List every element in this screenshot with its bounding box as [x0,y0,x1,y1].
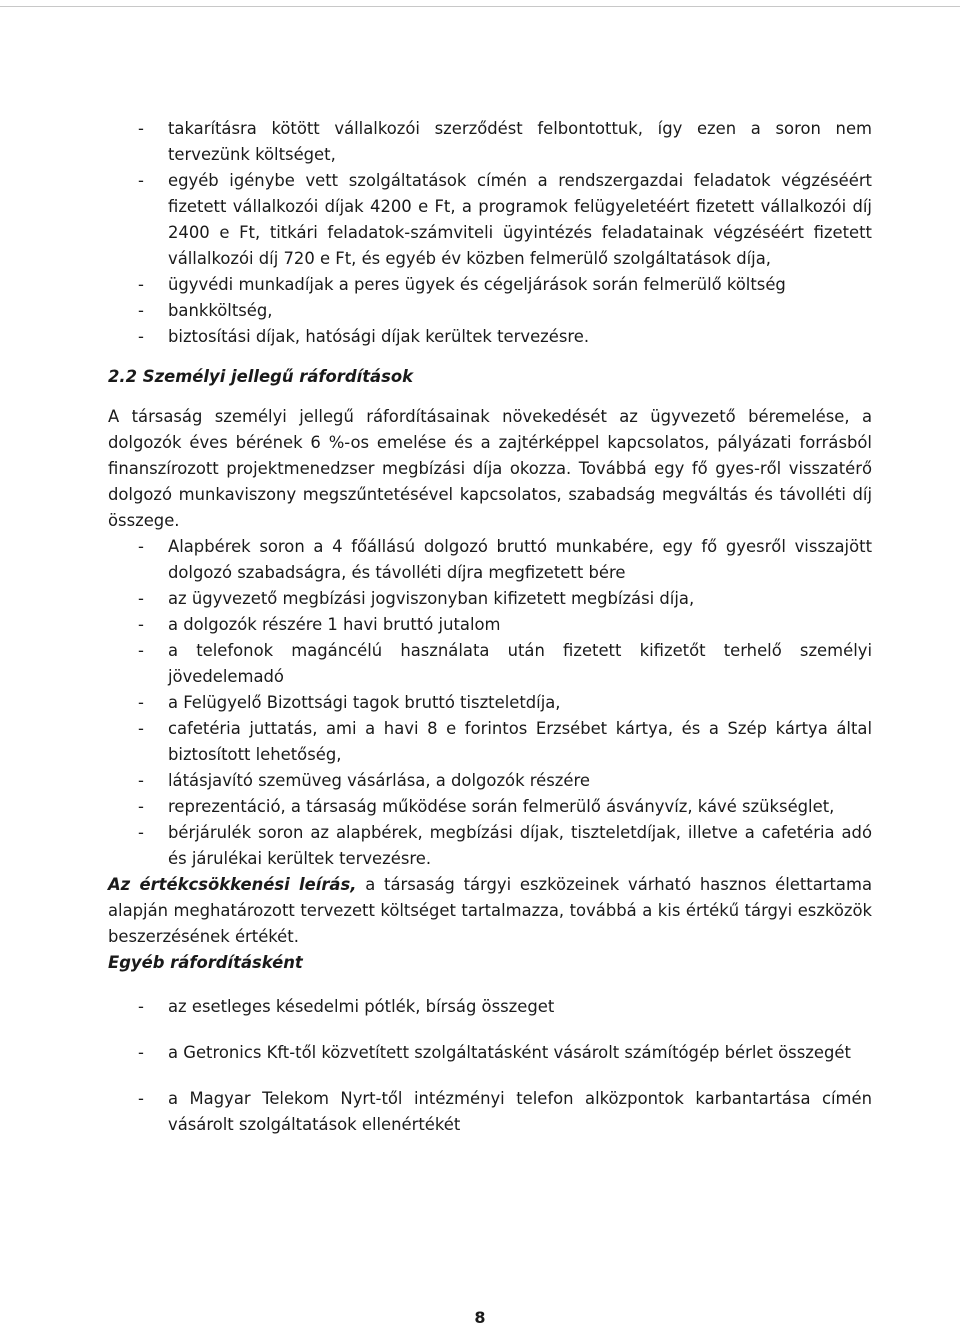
list-item: - a telefonok magáncélú használata után fizetett kifizetőt terhelő személyi jövedelemadó [108,638,872,690]
list-item: - a dolgozók részére 1 havi bruttó jutalom [108,612,872,638]
list-item: - biztosítási díjak, hatósági díjak kerültek tervezésre. [108,324,872,350]
list-item: - a Felügyelő Bizottsági tagok bruttó tiszteletdíja, [108,690,872,716]
list-item: - a Getronics Kft-től közvetített szolgáltatásként vásárolt számítógép bérlet összegét [108,1040,872,1066]
list-item: - látásjavító szemüveg vásárlása, a dolgozók részére [108,768,872,794]
other-expenses-heading: Egyéb ráfordításként [108,953,303,972]
top-rule [0,6,960,7]
list-item: - Alapbérek soron a 4 főállású dolgozó bruttó munkabére, egy fő gyesről visszajött dolgozó szabadságra, és távolléti díjra megfizetett bére [108,534,872,586]
depreciation-paragraph [108,872,872,950]
section-title: Személyi jellegű ráfordítások [142,367,414,386]
section-number: 2.2 [108,367,138,386]
list-item: - bankköltség, [108,298,872,324]
document-body [108,116,872,1158]
list-item: - a Magyar Telekom Nyrt-től intézményi telefon alközpontok karbantartása címén vásárolt szolgáltatások ellenértékét [108,1086,872,1138]
list-item: - bérjárulék soron az alapbérek, megbízási díjak, tiszteletdíjak, illetve a cafetéria adó és járulékai kerültek tervezésre. [108,820,872,872]
personnel-paragraph: A társaság személyi jellegű ráfordításainak növekedését az ügyvezető béremelése, a dolgozók éves bérének 6 %-os emelése és a zajtérképpel kapcsolatos, pályázati forrásból finanszírozott projektmenedzser megbízási díja okozza. Továbbá egy fő gyes-ről visszatérő dolgozó munkaviszony megszűntetésével kapcsolatos, szabadság megváltás és távolléti díj összege. [108,407,872,530]
depreciation-lead: Az értékcsökkenési leírás, [108,875,357,894]
list-item: - cafetéria juttatás, ami a havi 8 e forintos Erzsébet kártya, és a Szép kártya által biztosított lehetőség, [108,716,872,768]
page-number: 8 [474,1308,486,1327]
list-item: - reprezentáció, a társaság működése során felmerülő ásványvíz, kávé szükséglet, [108,794,872,820]
list-item: - egyéb igénybe vett szolgáltatások címén a rendszergazdai feladatok végzéséért fizetett vállalkozói díjak 4200 e Ft, a programok felügyeletéért fizetett vállalkozói díj 2400 e Ft, titkári feladatok-számviteli ügyintézés feladatainak végzéséért fizetett vállalkozói díj 720 e Ft, és egyéb év közben felmerülő szolgáltatások díja, [108,168,872,272]
section-heading [108,364,872,390]
list-item: - az ügyvezető megbízási jogviszonyban kifizetett megbízási díja, [108,586,872,612]
personnel-costs-list [108,534,872,872]
other-expenses-list [108,994,872,1138]
list-item: - takarításra kötött vállalkozói szerződést felbontottuk, így ezen a soron nem tervezünk költséget, [108,116,872,168]
service-costs-list [108,116,872,350]
list-item: - ügyvédi munkadíjak a peres ügyek és cégeljárások során felmerülő költség [108,272,872,298]
depreciation-text: a társaság tárgyi eszközeinek várható hasznos élettartama alapján meghatározott tervezett költséget tartalmazza, továbbá a kis értékű tárgyi eszközök beszerzésének értékét. [108,875,872,946]
list-item: - az esetleges késedelmi pótlék, bírság összeget [108,994,872,1020]
